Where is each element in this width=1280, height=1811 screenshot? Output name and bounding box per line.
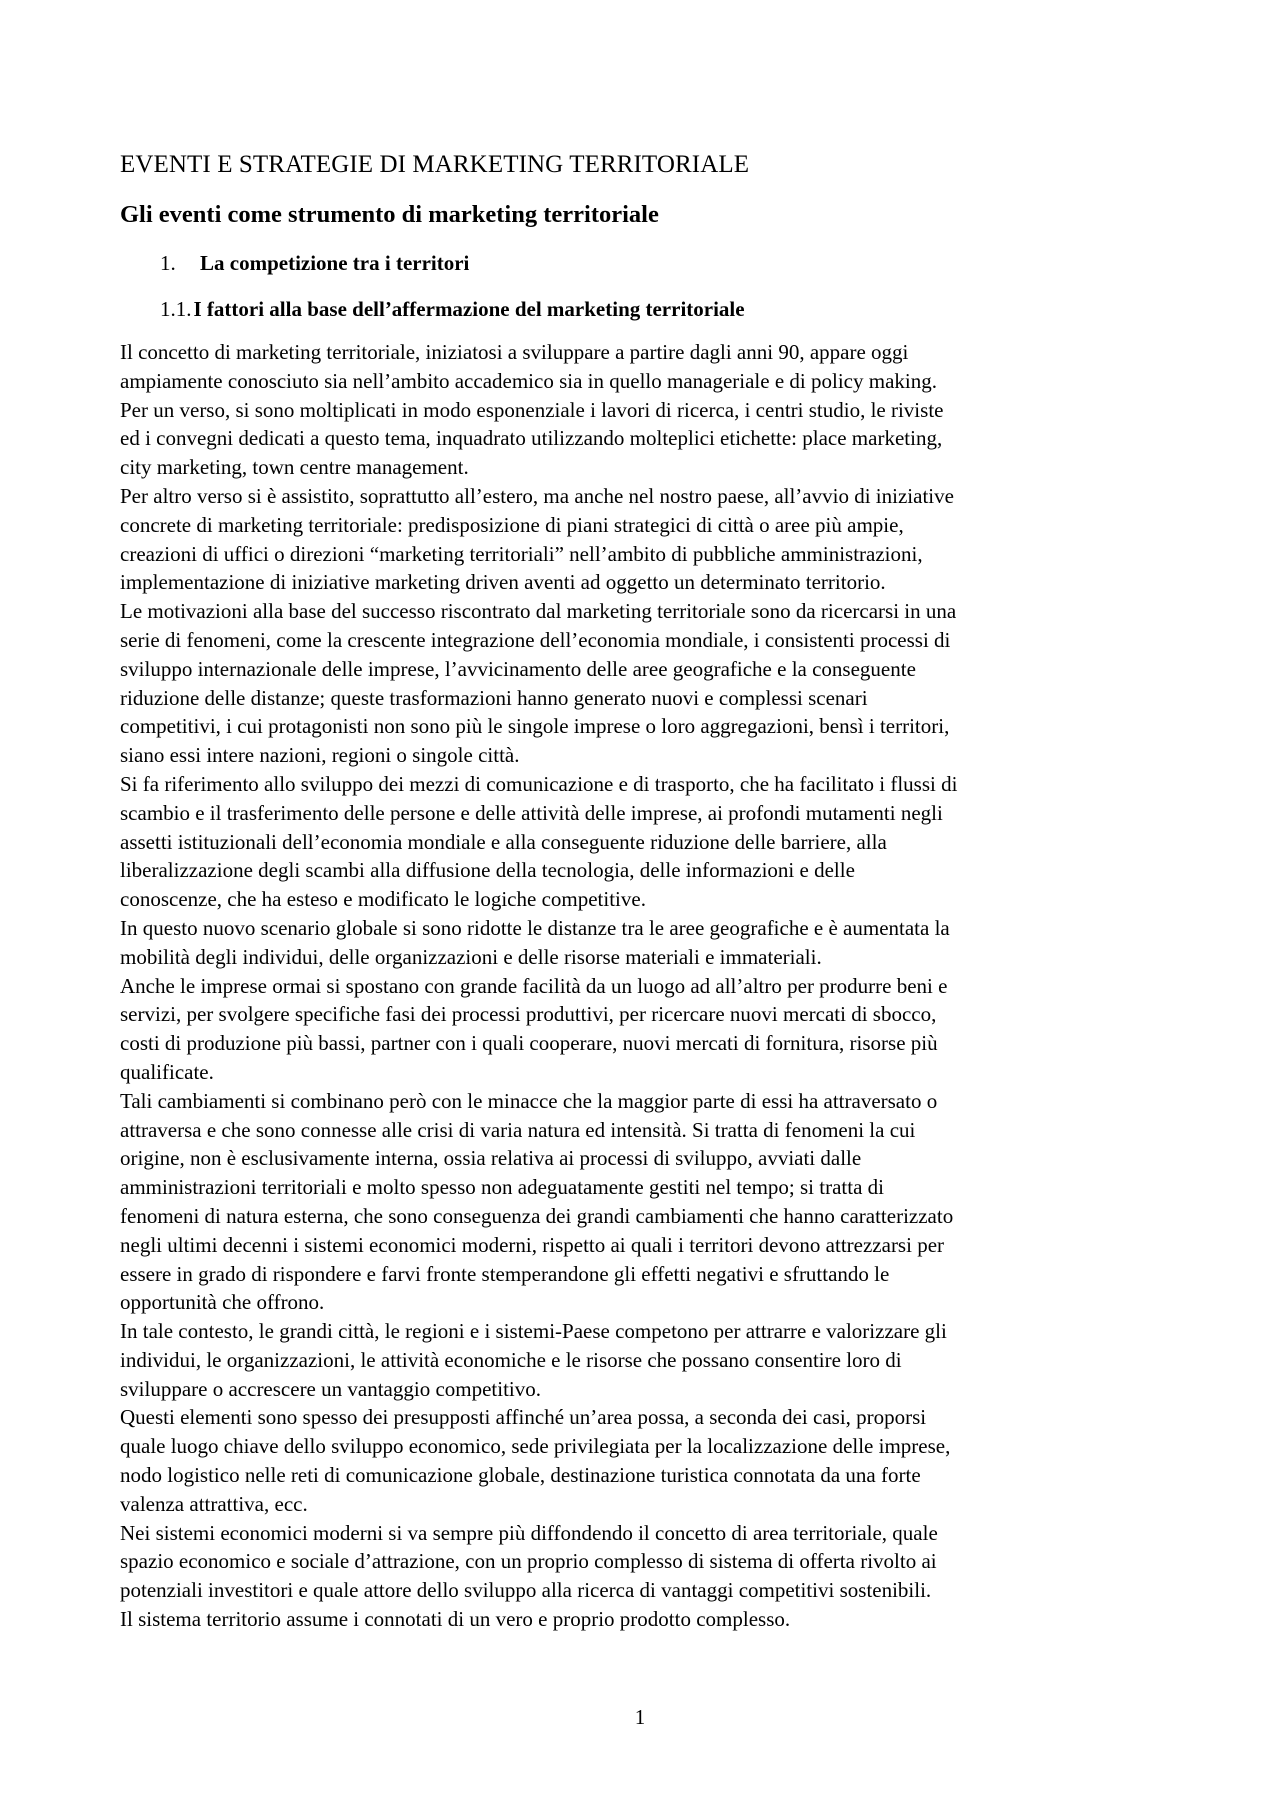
page-content: [120, 148, 1160, 1634]
document-subtitle: Gli eventi come strumento di marketing territoriale: [120, 201, 659, 228]
section-title: La competizione tra i territori: [200, 251, 470, 275]
body-text: Il concetto di marketing territoriale, iniziatosi a sviluppare a partire dagli anni 90, appare oggi ampiamente conosciuto sia nell’ambito accademico sia in quello manageriale e di policy making. Per un verso, si sono moltiplicati in modo esponenziale i lavori di ricerca, i centri studio, le riviste ed i convegni dedicati a questo tema, inquadrato utilizzando molteplici etichette: place marketing, city marketing, town centre management. Per altro verso si è assistito, soprattutto all’estero, ma anche nel nostro paese, all’avvio di iniziative concrete di marketing territoriale: predisposizione di piani strategici di città o aree più ampie, creazioni di uffici o direzioni “marketing territoriali” nell’ambito di pubbliche amministrazioni, implementazione di iniziative marketing driven aventi ad oggetto un determinato territorio. Le motivazioni alla base del successo riscontrato dal marketing territoriale sono da ricercarsi in una serie di fenomeni, come la crescente integrazione dell’economia mondiale, i consistenti processi di sviluppo internazionale delle imprese, l’avvicinamento delle aree geografiche e la conseguente riduzione delle distanze; queste trasformazioni hanno generato nuovi e complessi scenari competitivi, i cui protagonisti non sono più le singole imprese o loro aggregazioni, bensì i territori, siano essi intere nazioni, regioni o singole città. Si fa riferimento allo sviluppo dei mezzi di comunicazione e di trasporto, che ha facilitato i flussi di scambio e il trasferimento delle persone e delle attività delle imprese, ai profondi mutamenti negli assetti istituzionali dell’economia mondiale e alla conseguente riduzione delle barriere, alla liberalizzazione degli scambi alla diffusione della tecnologia, delle informazioni e delle conoscenze, che ha esteso e modificato le logiche competitive. In questo nuovo scenario globale si sono ridotte le distanze tra le aree geografiche e è aumentata la mobilità degli individui, delle organizzazioni e delle risorse materiali e immateriali. Anche le imprese ormai si spostano con grande facilità da un luogo ad all’altro per produrre beni e servizi, per svolgere specifiche fasi dei processi produttivi, per ricercare nuovi mercati di sbocco, costi di produzione più bassi, partner con i quali cooperare, nuovi mercati di fornitura, risorse più qualificate. Tali cambiamenti si combinano però con le minacce che la maggior parte di essi ha attraversato o attraversa e che sono connesse alle crisi di varia natura ed intensità. Si tratta di fenomeni la cui origine, non è esclusivamente interna, ossia relativa ai processi di sviluppo, avviati dalle amministrazioni territoriali e molto spesso non adeguatamente gestiti nel tempo; si tratta di fenomeni di natura esterna, che sono conseguenza dei grandi cambiamenti che hanno caratterizzato negli ultimi decenni i sistemi economici moderni, rispetto ai quali i territori devono attrezzarsi per essere in grado di rispondere e farvi fronte stemperandone gli effetti negativi e sfruttando le opportunità che offrono. In tale contesto, le grandi città, le regioni e i sistemi-Paese competono per attrarre e valorizzare gli individui, le organizzazioni, le attività economiche e le risorse che possano consentire loro di svilupparе o accrescere un vantaggio competitivo. Questi elementi sono spesso dei presupposti affinché un’area possa, a seconda dei casi, proporsi quale luogo chiave dello sviluppo economico, sede privilegiata per la localizzazione delle imprese, nodo logistico nelle reti di comunicazione globale, destinazione turistica connotata da una forte valenza attrattiva, ecc. Nei sistemi economici moderni si va sempre più diffondendo il concetto di area territoriale, quale spazio economico e sociale d’attrazione, con un proprio complesso di sistema di offerta rivolto ai potenziali investitori e quale attore dello sviluppo alla ricerca di vantaggi competitivi sostenibili. Il sistema territorio assume i connotati di un vero e proprio prodotto complesso.: [120, 340, 958, 1632]
section-number: 1.: [160, 251, 176, 275]
document-title: EVENTI E STRATEGIE DI MARKETING TERRITORIALE: [120, 151, 750, 178]
page-number: 1: [634, 1705, 646, 1729]
section-heading-1: [120, 248, 1160, 278]
section-heading-1-1: [120, 294, 1160, 324]
section-number: 1.1.: [160, 297, 192, 321]
section-title: I fattori alla base dell’affermazione del marketing territoriale: [193, 297, 745, 321]
